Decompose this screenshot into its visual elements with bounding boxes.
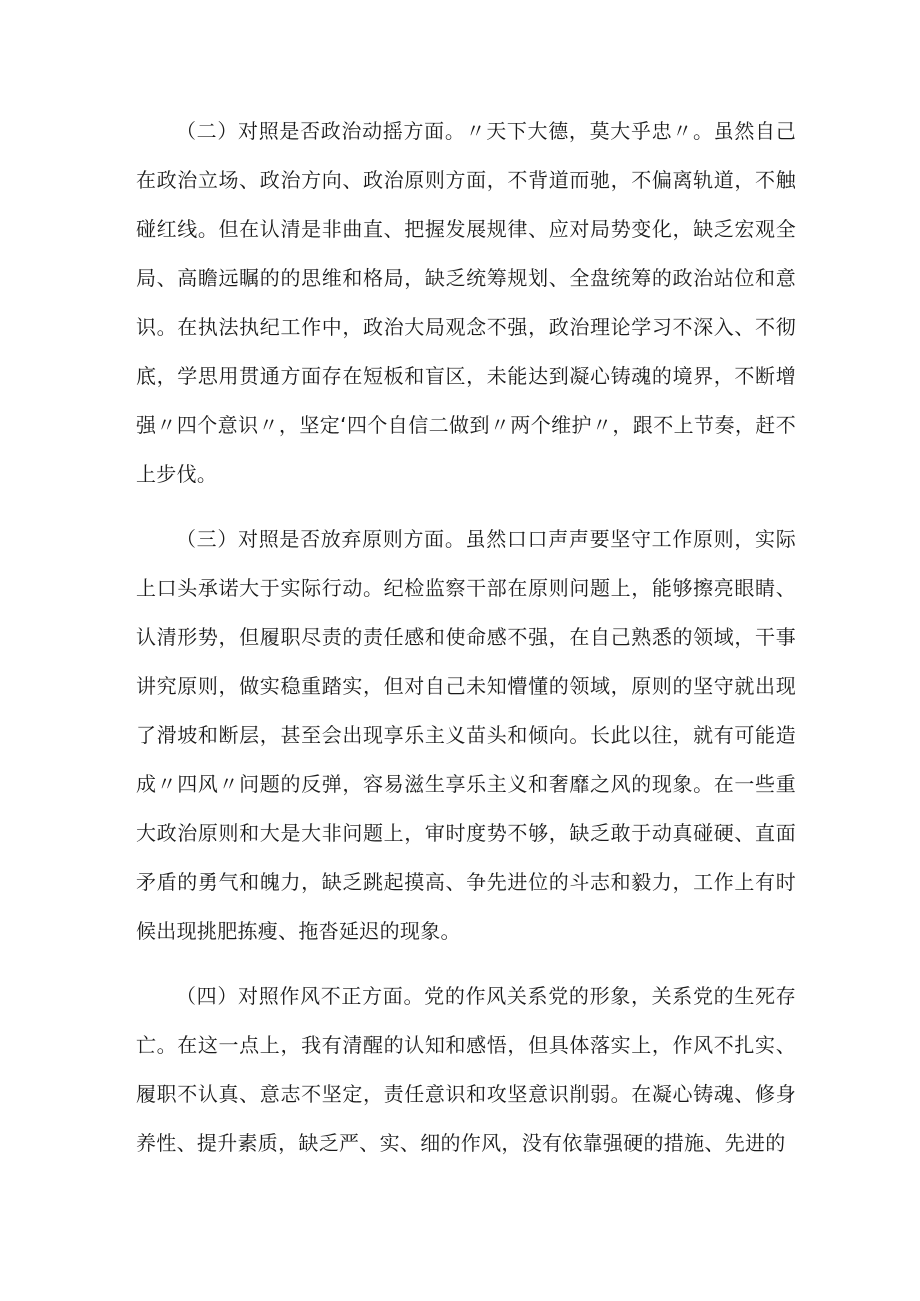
paragraph-section-2: （二）对照是否政治动摇方面。〃天下大德，莫大乎忠〃。虽然自己在政治立场、政治方向、政治原则方面，不背道而驰，不偏离轨道，不触碰红线。但在认清是非曲直、把握发展规律、应对局势变化，缺乏宏观全局、高瞻远瞩的的思维和格局，缺乏统筹规划、全盘统筹的政治站位和意识。在执法执纪工作中，政治大局观念不强，政治理论学习不深入、不彻底，学思用贯通方面存在短板和盲区，未能达到凝心铸魂的境界，不断增强〃四个意识〃，坚定‘四个自信二做到〃两个维护〃，跟不上节奏，赶不上步伐。	[136, 119, 796, 486]
paragraph-section-4: （四）对照作风不正方面。党的作风关系党的形象，关系党的生死存亡。在这一点上，我有清醒的认知和感悟，但具体落实上，作风不扎实、履职不认真、意志不坚定，责任意识和攻坚意识削弱。在凝心铸魂、修身养性、提升素质，缺乏严、实、细的作风，没有依靠强硬的措施、先进的	[136, 984, 796, 1155]
paragraph-section-3: （三）对照是否放弃原则方面。虽然口口声声要坚守工作原则，实际上口头承诺大于实际行动。纪检监察干部在原则问题上，能够擦亮眼睛、认清形势，但履职尽责的责任感和使命感不强，在自己熟悉的领域，干事讲究原则，做实稳重踏实，但对自己未知懵懂的领域，原则的坚守就出现了滑坡和断层，甚至会出现享乐主义苗头和倾向。长此以往，就有可能造成〃四风〃问题的反弹，容易滋生享乐主义和奢靡之风的现象。在一些重大政治原则和大是大非问题上，审时度势不够，缺乏敢于动真碰硬、直面矛盾的勇气和魄力，缺乏跳起摸高、争先进位的斗志和毅力，工作上有时候出现挑肥拣瘦、拖沓延迟的现象。	[136, 527, 796, 943]
